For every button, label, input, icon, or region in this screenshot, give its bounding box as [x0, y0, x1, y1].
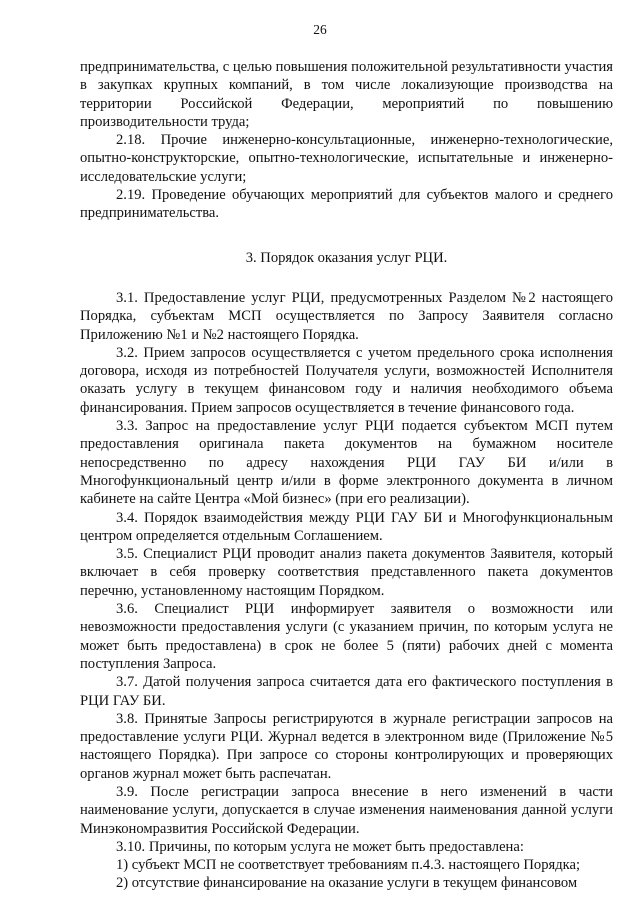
section-heading: 3. Порядок оказания услуг РЦИ.	[245, 249, 448, 266]
paragraph-3-10: 3.10. Причины, по которым услуга не может быть предоставлена:	[116, 838, 524, 855]
page-number: 26	[313, 22, 327, 37]
paragraph-2-19: 2.19. Проведение обучающих мероприятий для субъектов малого и среднего предпринимательства.	[80, 187, 613, 222]
paragraph-3-6: 3.6. Специалист РЦИ информирует заявителя о возможности или невозможности предоставления услуги (с указанием причин, по которым услуга не может быть предоставлена) в срок не более 5 (пяти) рабочих дней с момента поступления Запроса.	[80, 601, 613, 672]
list-item-1: 1) субъект МСП не соответствует требованиям п.4.3. настоящего Порядка;	[116, 857, 581, 874]
paragraph-3-3: 3.3. Запрос на предоставление услуг РЦИ подается субъектом МСП путем предоставления оригинала пакета документов на бумажном носителе непосредственно по адресу нахождения РЦИ ГАУ БИ и/или в Многофункциональный центр и/или в форме электронного документа в личном кабинете на сайте Центра «Мой бизнес» (при его реализации).	[80, 418, 613, 508]
paragraph-2-18: 2.18. Прочие инженерно-консультационные, инженерно-технологические, опытно-конструкторские, опытно-технологические, испытательные и инженерно-исследовательские услуги;	[80, 132, 613, 185]
paragraph-3-1: 3.1. Предоставление услуг РЦИ, предусмотренных Разделом №2 настоящего Порядка, субъектам МСП осуществляется по Запросу Заявителя согласно Приложению №1 и №2 настоящего Порядка.	[80, 289, 613, 343]
paragraph-3-2: 3.2. Прием запросов осуществляется с учетом предельного срока исполнения договора, исходя из потребностей Получателя услуги, возможностей Исполнителя оказать услугу в текущем финансовом году и наличия необходимого объема финансирования. Прием запросов осуществляется в течение финансового года.	[80, 344, 613, 416]
paragraph-3-9: 3.9. После регистрации запроса внесение в него изменений в части наименование услуги, допускается в случае изменения наименования данной услуги Минэкономразвития Российской Федерации.	[80, 783, 613, 837]
paragraph-continuation: предпринимательства, с целью повышения положительной результативности участия в закупках крупных компаний, в том числе локализующие производства на территории Российской Федерации, мероприятий по повышению производительности труда;	[80, 59, 613, 130]
paragraph-3-5: 3.5. Специалист РЦИ проводит анализ пакета документов Заявителя, который включает в себя проверку соответствия представленного пакета документов перечню, установленному настоящим Порядком.	[80, 546, 613, 599]
list-item-2: 2) отсутствие финансирование на оказание услуги в текущем финансовом	[116, 875, 578, 892]
paragraph-3-4: 3.4. Порядок взаимодействия между РЦИ ГАУ БИ и Многофункциональным центром определяется отдельным Соглашением.	[80, 509, 613, 544]
document-body	[80, 58, 613, 893]
paragraph-3-8: 3.8. Принятые Запросы регистрируются в журнале регистрации запросов на предоставление услуги РЦИ. Журнал ведется в электронном виде (Приложение №5 настоящего Порядка). При запросе со стороны контролирующих и проверяющих органов журнал может быть распечатан.	[80, 710, 613, 782]
paragraph-3-7: 3.7. Датой получения запроса считается дата его фактического поступления в РЦИ ГАУ БИ.	[80, 674, 613, 709]
